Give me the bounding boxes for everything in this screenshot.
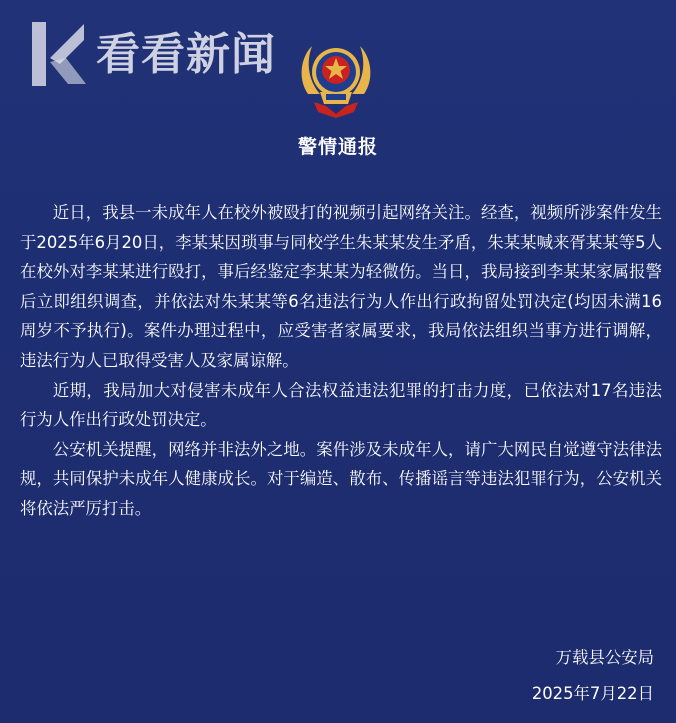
signature-block	[532, 640, 654, 712]
issuer-name: 万载县公安局	[555, 648, 654, 667]
police-emblem-icon	[296, 36, 376, 120]
notice-paragraph: 公安机关提醒，网络并非法外之地。案件涉及未成年人，请广大网民自觉遵守法律法规，共同保护未成年人健康成长。对于编造、散布、传播谣言等违法犯罪行为，公安机关将依法严厉打击。	[20, 439, 662, 518]
kankan-logo-icon	[26, 18, 90, 90]
notice-paragraph: 近日，我县一未成年人在校外被殴打的视频引起网络关注。经查，视频所涉案件发生于2025年6月20日，李某某因琐事与同校学生朱某某发生矛盾，朱某某喊来胥某某等5人在校外对李某某进行殴打，事后经鉴定李某某为轻微伤。当日，我局接到李某某家属报警后立即组织调查，并依法对朱某某等6名违法行为人作出行政拘留处罚决定(均因未满16周岁不予执行)。案件办理过程中，应受害者家属要求，我局依法组织当事方进行调解，违法行为人已取得受害人及家属谅解。	[20, 203, 662, 370]
notice-body	[20, 198, 662, 524]
notice-paragraph: 近期，我局加大对侵害未成年人合法权益违法犯罪的打击力度，已依法对17名违法行为人作出行政处罚决定。	[20, 380, 662, 430]
watermark-brand-text: 看看新闻	[96, 29, 276, 80]
notice-title: 警情通报	[297, 136, 378, 158]
issue-date: 2025年7月22日	[531, 684, 654, 703]
